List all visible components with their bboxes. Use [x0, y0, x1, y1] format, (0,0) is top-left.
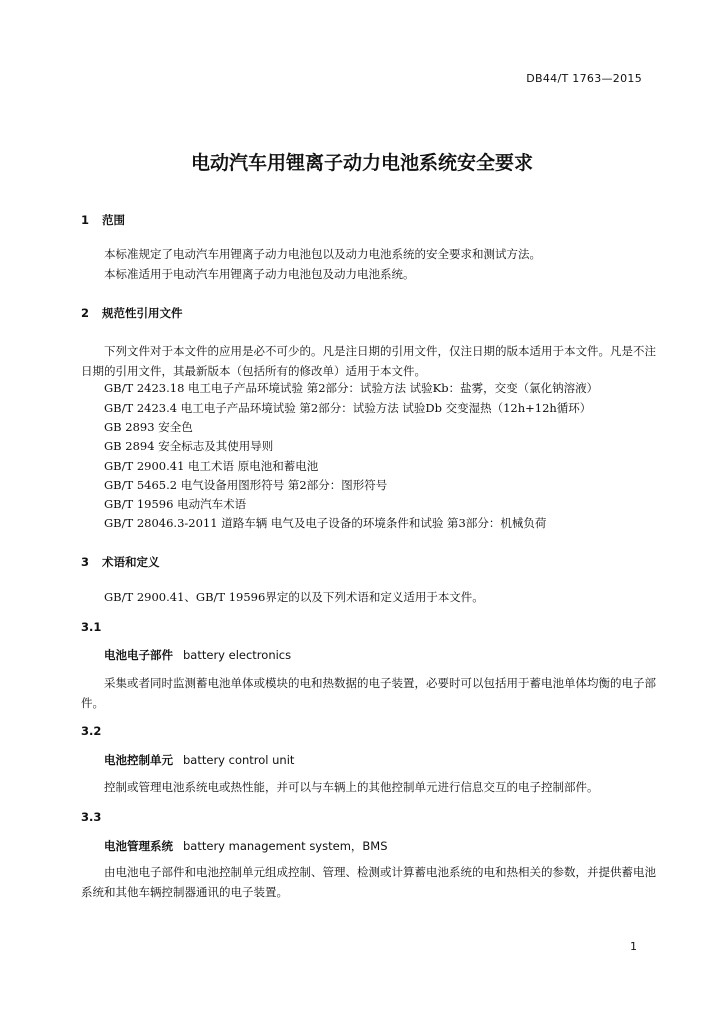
term-zh: 电池电子部件 — [104, 648, 173, 662]
term-zh: 电池控制单元 — [104, 753, 173, 767]
reference-item: GB 2893 安全色 — [104, 420, 193, 434]
term-en: battery management system，BMS — [183, 839, 388, 853]
section-number: 2 — [81, 306, 90, 320]
section-number: 3 — [81, 555, 90, 569]
section-title: 范围 — [102, 213, 125, 227]
reference-item: GB/T 19596 电动汽车术语 — [104, 497, 247, 511]
section-heading — [81, 305, 183, 321]
term-en: battery control unit — [183, 753, 295, 767]
term-heading — [104, 752, 294, 768]
reference-item: GB 2894 安全标志及其使用导则 — [104, 439, 274, 453]
term-heading — [104, 647, 291, 663]
section-number: 1 — [81, 213, 90, 227]
section-heading — [81, 212, 125, 228]
paragraph: 本标准规定了电动汽车用锂离子动力电池包以及动力电池系统的安全要求和测试方法。 — [104, 247, 541, 261]
term-number: 3.3 — [81, 810, 102, 824]
section-title: 术语和定义 — [102, 555, 160, 569]
term-zh: 电池管理系统 — [104, 839, 173, 853]
paragraph: 下列文件对于本文件的应用是必不可少的。凡是注日期的引用文件，仅注日期的版本适用于本文件。凡是不注日期的引用文件，其最新版本（包括所有的修改单）适用于本文件。 — [81, 344, 656, 378]
term-number: 3.2 — [81, 724, 102, 738]
term-definition: 采集或者同时监测蓄电池单体或模块的电和热数据的电子装置，必要时可以包括用于蓄电池单体均衡的电子部件。 — [81, 676, 656, 710]
paragraph: GB/T 2900.41、GB/T 19596界定的以及下列术语和定义适用于本文件。 — [104, 590, 484, 604]
term-heading — [104, 838, 388, 854]
term-en: battery electronics — [183, 648, 292, 662]
reference-item: GB/T 5465.2 电气设备用图形符号 第2部分：图形符号 — [104, 478, 388, 492]
term-definition: 控制或管理电池系统电或热性能，并可以与车辆上的其他控制单元进行信息交互的电子控制部件。 — [104, 780, 599, 794]
term-definition: 由电池电子部件和电池控制单元组成控制、管理、检测或计算蓄电池系统的电和热相关的参数，并提供蓄电池系统和其他车辆控制器通讯的电子装置。 — [81, 865, 656, 899]
reference-item: GB/T 2900.41 电工术语 原电池和蓄电池 — [104, 459, 319, 473]
term-number: 3.1 — [81, 620, 102, 634]
standard-code: DB44/T 1763—2015 — [526, 72, 642, 85]
document-title: 电动汽车用锂离子动力电池系统安全要求 — [190, 152, 533, 174]
reference-item: GB/T 2423.4 电工电子产品环境试验 第2部分：试验方法 试验Db 交变湿热（12h+12h循环） — [104, 401, 592, 415]
section-heading — [81, 554, 160, 570]
paragraph: 本标准适用于电动汽车用锂离子动力电池包及动力电池系统。 — [104, 267, 415, 281]
page-number: 1 — [630, 940, 637, 953]
section-title: 规范性引用文件 — [102, 306, 183, 320]
reference-item: GB/T 2423.18 电工电子产品环境试验 第2部分：试验方法 试验Kb：盐雾，交变（氯化钠溶液） — [104, 381, 599, 395]
reference-item: GB/T 28046.3-2011 道路车辆 电气及电子设备的环境条件和试验 第3部分：机械负荷 — [104, 516, 547, 530]
